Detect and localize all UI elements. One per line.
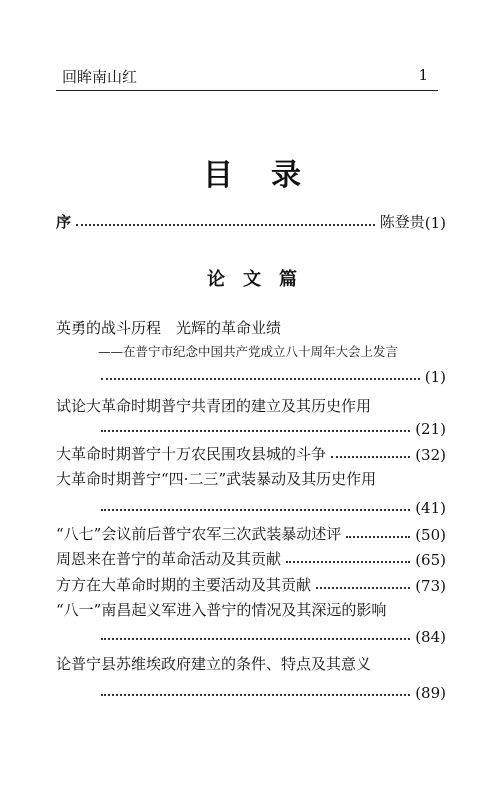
dot-leader [101, 694, 410, 696]
preface-label: 序 [56, 213, 72, 231]
toc-entry-4[interactable] [56, 465, 446, 489]
entry-title: 大革命时期普宁“四·二三”武装暴动及其历史作用 [56, 470, 377, 488]
dot-leader [346, 536, 410, 538]
entry-title: 论普宁县苏维埃政府建立的条件、特点及其意义 [56, 655, 372, 673]
preface-author: 陈登贵 [379, 213, 425, 231]
toc-entry-9[interactable] [56, 650, 446, 674]
preface-page: (1) [424, 214, 446, 232]
toc-entry-8-page-line[interactable] [96, 622, 446, 646]
dot-leader [286, 561, 410, 563]
entry-subtitle: ——在普宁市纪念中国共产党成立八十周年大会上发言 [98, 344, 399, 359]
dot-leader [316, 587, 410, 589]
toc-entry-8[interactable] [56, 596, 446, 620]
toc-entry-3[interactable] [56, 440, 446, 464]
entry-page: (73) [415, 577, 446, 595]
toc-title: 目录 [203, 158, 339, 193]
toc-entry-preface[interactable] [56, 208, 446, 232]
toc-entry-1[interactable] [56, 314, 446, 338]
entry-page: (32) [415, 446, 446, 464]
book-title: 回眸南山红 [62, 68, 138, 86]
toc-entry-7[interactable] [56, 571, 446, 595]
toc-entry-1-page-line[interactable] [96, 362, 446, 386]
dot-leader [101, 430, 410, 432]
toc-entry-4-page-line[interactable] [96, 493, 446, 517]
toc-entry-2-page-line[interactable] [96, 414, 446, 438]
entry-title: “八七”会议前后普宁农军三次武装暴动述评 [56, 525, 342, 543]
entry-title: 大革命时期普宁十万农民围攻县城的斗争 [56, 445, 327, 463]
entry-page: (21) [415, 420, 446, 438]
section-title: 论文篇 [207, 269, 315, 290]
entry-title: 英勇的战斗历程 光辉的革命业绩 [56, 319, 282, 337]
entry-title: 周恩来在普宁的革命活动及其贡献 [56, 550, 282, 568]
entry-page: (89) [415, 684, 446, 702]
toc-entry-6[interactable] [56, 545, 446, 569]
page-number: 1 [418, 66, 428, 84]
entry-page: (65) [415, 551, 446, 569]
dot-leader [331, 456, 410, 458]
dot-leader [101, 378, 420, 380]
entry-title: 方方在大革命时期的主要活动及其贡献 [56, 576, 312, 594]
dot-leader [101, 509, 410, 511]
running-header [56, 64, 438, 91]
entry-page: (1) [424, 368, 446, 386]
toc-entry-2[interactable] [56, 392, 446, 416]
entry-title: “八一”南昌起义军进入普宁的情况及其深远的影响 [56, 601, 387, 619]
entry-page: (50) [415, 526, 446, 544]
toc-entry-5[interactable] [56, 520, 446, 544]
entry-page: (84) [415, 628, 446, 646]
entry-title: 试论大革命时期普宁共青团的建立及其历史作用 [56, 397, 372, 415]
dot-leader [101, 638, 410, 640]
toc-entry-9-page-line[interactable] [96, 678, 446, 702]
entry-page: (41) [415, 499, 446, 517]
dot-leader [76, 224, 375, 226]
